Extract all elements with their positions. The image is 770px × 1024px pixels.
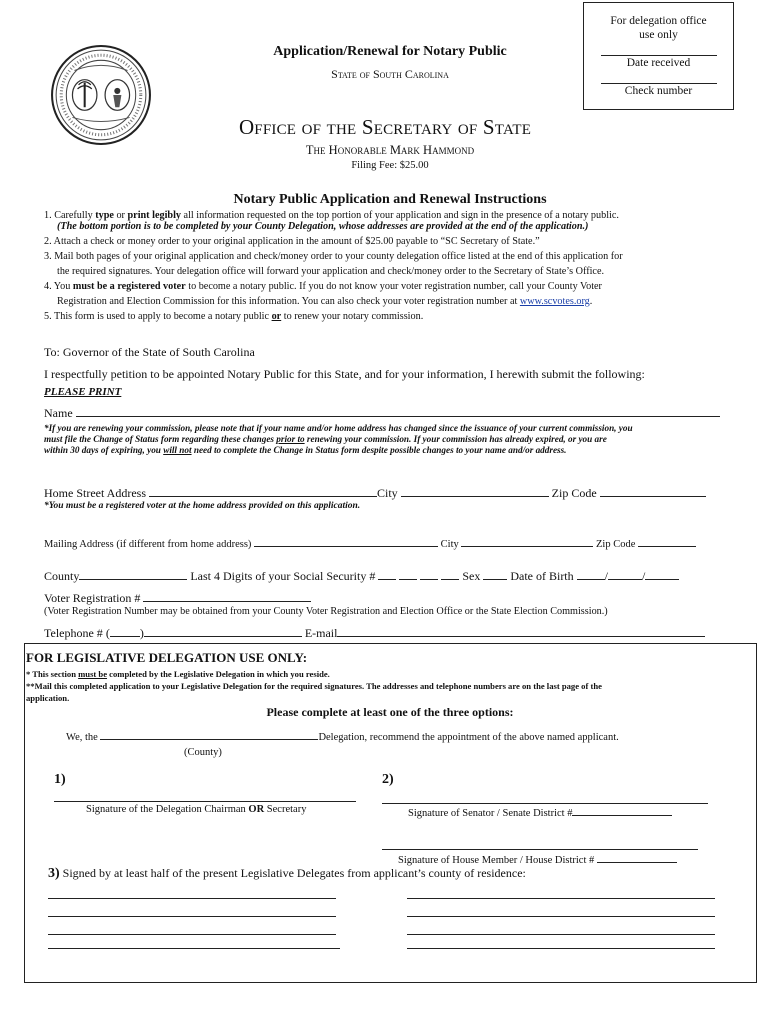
ssn-label: Last 4 Digits of your Social Security # xyxy=(190,569,376,583)
instruction-2: 2. Attach a check or money order to your original application in the amount of $25.00 payable to “SC Secretary of State.” xyxy=(44,236,540,247)
county-input[interactable] xyxy=(79,568,187,580)
delegate-signature-line[interactable] xyxy=(407,934,715,935)
telephone-input[interactable] xyxy=(144,625,302,637)
we-the-label: We, the xyxy=(66,732,98,743)
delegate-signature-line[interactable] xyxy=(407,916,715,917)
mailing-label: Mailing Address (if different from home address) xyxy=(44,539,252,550)
county-caption: (County) xyxy=(184,747,222,758)
option-2-label: 2) xyxy=(382,772,394,787)
options-heading: Please complete at least one of the three options: xyxy=(266,705,514,719)
dob-month[interactable] xyxy=(577,568,605,580)
legislative-heading: FOR LEGISLATIVE DELEGATION USE ONLY: xyxy=(26,650,308,665)
form-title: Application/Renewal for Notary Public xyxy=(273,44,507,59)
instruction-4-cont: Registration and Election Commission for this information. You can also check your voter registration number at www.scvotes.org. xyxy=(57,296,593,307)
voter-reg-input[interactable] xyxy=(143,590,311,602)
instructions-title: Notary Public Application and Renewal Instructions xyxy=(233,192,547,207)
state-name: State of South Carolina xyxy=(331,67,449,81)
legislative-notes: * This section must be completed by the Legislative Delegation in which you reside. **Mail this completed application to your Legislative Delegation for the required signatures. The addresses and telephone numbers are on the last page of the application. xyxy=(26,669,602,703)
name-label: Name xyxy=(44,406,73,420)
dob-label: Date of Birth xyxy=(510,569,574,583)
house-signature-caption: Signature of House Member / House District # xyxy=(398,851,677,866)
instruction-3: 3. Mail both pages of your original application and check/money order to your county delegation office listed at the end of this application for xyxy=(44,251,623,262)
senate-district-input[interactable] xyxy=(572,804,672,816)
contact-row: Telephone # ( ) E-mail xyxy=(44,625,705,641)
mailing-address-row xyxy=(44,535,696,550)
check-number-field[interactable] xyxy=(601,70,717,84)
email-input[interactable] xyxy=(337,625,705,637)
home-street-input[interactable] xyxy=(149,485,377,497)
senator-signature-caption: Signature of Senator / Senate District # xyxy=(408,804,672,819)
ssn-digit-1[interactable] xyxy=(378,568,396,580)
instruction-5: 5. This form is used to apply to become a notary public or to renew your notary commission. xyxy=(44,311,424,322)
option-3-row xyxy=(48,866,526,882)
delegate-signature-line[interactable] xyxy=(48,898,336,899)
mailing-input[interactable] xyxy=(254,535,438,547)
home-address-row xyxy=(44,485,706,501)
to-governor: To: Governor of the State of South Carolina xyxy=(44,345,255,359)
office-use-heading: For delegation office use only xyxy=(610,15,707,41)
home-street-label: Home Street Address xyxy=(44,486,146,500)
home-city-input[interactable] xyxy=(401,485,549,497)
dob-day[interactable] xyxy=(608,568,642,580)
ssn-digit-2[interactable] xyxy=(399,568,417,580)
mailing-city-label: City xyxy=(440,539,459,550)
scvotes-link[interactable]: www.scvotes.org xyxy=(519,296,590,307)
instruction-1: 1. Carefully type or print legibly all information requested on the top portion of your application and sign in the presence of a notary public. xyxy=(44,210,619,221)
county-row: County Last 4 Digits of your Social Security # Sex Date of Birth / / xyxy=(44,568,679,584)
option-3-text: Signed by at least half of the present Legislative Delegates from applicant’s county of residence: xyxy=(62,866,526,880)
sex-input[interactable] xyxy=(483,568,507,580)
delegate-signature-line[interactable] xyxy=(48,934,336,935)
filing-fee: Filing Fee: $25.00 xyxy=(351,160,429,171)
county-label: County xyxy=(44,569,80,583)
option-3-label: 3) xyxy=(48,866,60,881)
ssn-digit-3[interactable] xyxy=(420,568,438,580)
chairman-signature-line[interactable] xyxy=(54,801,356,802)
house-signature-line[interactable] xyxy=(382,849,698,850)
email-label: E-mail xyxy=(304,626,338,640)
instruction-4: 4. You must be a registered voter to become a notary public. If you do not know your voter registration number, call your County Voter xyxy=(44,281,602,292)
office-title: Office of the Secretary of State xyxy=(238,115,532,139)
instruction-3-cont: the required signatures. Your delegation office will forward your application and check/money order to the Secretary of State’s Office. xyxy=(57,266,605,277)
please-print: PLEASE PRINT xyxy=(44,386,122,398)
instructions-list xyxy=(44,208,744,324)
delegation-row xyxy=(66,728,619,743)
delegate-signature-line[interactable] xyxy=(407,898,715,899)
date-received-label: Date received xyxy=(626,57,691,69)
date-received-field[interactable] xyxy=(601,42,717,56)
voter-reg-note: (Voter Registration Number may be obtained from your County Voter Registration and Election Office or the State Election Commission.) xyxy=(44,606,608,617)
mailing-zip-label: Zip Code xyxy=(596,539,636,550)
ssn-digit-4[interactable] xyxy=(441,568,459,580)
home-zip-label: Zip Code xyxy=(551,486,597,500)
petition-text: I respectfully petition to be appointed Notary Public for this State, and for your information, I herewith submit the following: xyxy=(44,367,645,381)
instruction-1-note: (The bottom portion is to be completed by your County Delegation, whose addresses are provided at the end of the application.) xyxy=(57,221,589,232)
house-district-input[interactable] xyxy=(597,851,677,863)
delegation-text: Delegation, recommend the appointment of the above named applicant. xyxy=(318,732,619,743)
home-city-label: City xyxy=(376,486,398,500)
option-1-label: 1) xyxy=(54,772,66,787)
voter-address-note: *You must be a registered voter at the home address provided on this application. xyxy=(44,501,361,511)
state-seal-image xyxy=(50,44,152,146)
telephone-label: Telephone # xyxy=(44,626,103,640)
chairman-signature-caption: Signature of the Delegation Chairman OR Secretary xyxy=(86,804,307,815)
sex-label: Sex xyxy=(462,569,481,583)
name-input[interactable] xyxy=(76,405,720,417)
mailing-city-input[interactable] xyxy=(461,535,593,547)
home-zip-input[interactable] xyxy=(600,485,706,497)
voter-registration-row xyxy=(44,590,311,606)
delegation-county-input[interactable] xyxy=(100,728,318,740)
secretary-name: The Honorable Mark Hammond xyxy=(305,143,475,157)
delegate-signature-line[interactable] xyxy=(48,916,336,917)
delegate-signature-line[interactable] xyxy=(407,948,715,949)
name-row xyxy=(44,405,720,421)
mailing-zip-input[interactable] xyxy=(638,535,696,547)
telephone-area-code[interactable] xyxy=(110,625,140,637)
dob-year[interactable] xyxy=(645,568,679,580)
voter-reg-label: Voter Registration # xyxy=(44,591,141,605)
renewal-note: *If you are renewing your commission, please note that if your name and/or home address has changed since the issuance of your current commission, you must file the Change of Status form regarding these changes prior to renewing your commission. If your commission has already expired, or you are within 30 days of expiring, you will not need to complete the Change in Status form despite possible changes to your name and/or address. xyxy=(44,423,633,455)
delegate-signature-line[interactable] xyxy=(48,948,340,949)
check-number-label: Check number xyxy=(624,85,693,97)
